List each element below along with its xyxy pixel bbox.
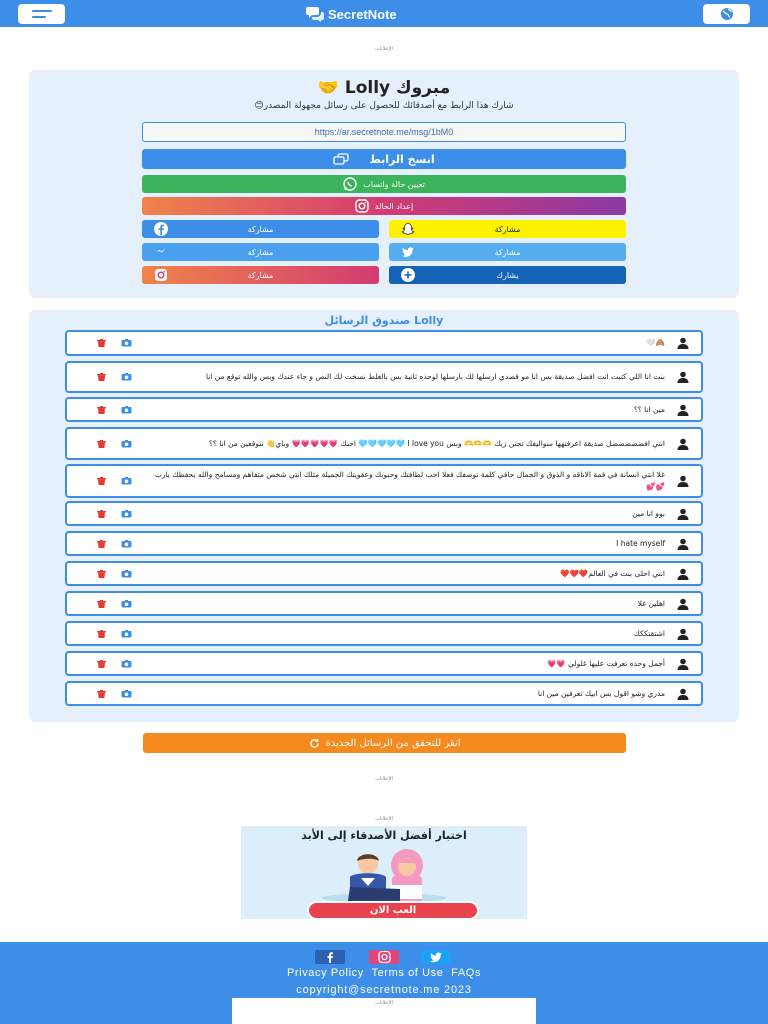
- terms-of-use-link[interactable]: Terms of Use: [371, 967, 444, 979]
- ad-label: الإعلانات: [375, 816, 393, 822]
- message-item: [65, 681, 703, 706]
- delete-icon[interactable]: [97, 406, 106, 414]
- instagram-share-button[interactable]: [142, 266, 379, 284]
- user-icon: [677, 658, 689, 670]
- ad-label: الإعلانات: [375, 776, 393, 782]
- delete-icon[interactable]: [97, 440, 106, 448]
- facebook-icon: [154, 222, 168, 236]
- user-icon: [677, 438, 689, 450]
- whatsapp-status-button[interactable]: [142, 175, 626, 193]
- message-text: انتي افضضضضضل صديقة اعرفتهها سواليفك تجنن زيك 🫶🫶🫶 وبس I love you 🩵🩵🩵🩵🩵 احبك 💗💗💗💗💗 وباي👋 تتوقعين من انا ؟؟: [208, 438, 665, 448]
- snapchat-share-button[interactable]: [389, 220, 626, 238]
- delete-icon[interactable]: [97, 570, 106, 578]
- facebook-share-label: مشاركة: [247, 224, 274, 234]
- delete-icon[interactable]: [97, 339, 106, 347]
- brand-name: SecretNote: [328, 6, 397, 22]
- share-story-icon[interactable]: [121, 510, 132, 518]
- message-text: 🙈🤍: [646, 338, 665, 347]
- copy-link-label: انسخ الرابط: [369, 152, 435, 166]
- instagram-icon[interactable]: [369, 950, 399, 964]
- user-icon: [677, 508, 689, 520]
- twitter-icon: [401, 245, 415, 259]
- instagram-icon: [355, 199, 369, 213]
- share-story-icon[interactable]: [121, 373, 132, 381]
- delete-icon[interactable]: [97, 477, 106, 485]
- brand-logo[interactable]: [306, 5, 397, 23]
- share-subtitle: شارك هذا الرابط مع أصدقائك للحصول على رسائل مجهولة المصدر😊: [254, 101, 514, 111]
- ad-label: الإعلانات: [375, 46, 393, 52]
- message-item: [65, 591, 703, 616]
- message-item: [65, 651, 703, 676]
- message-text: انتي احلى بنت في العالم❤️❤️❤️: [560, 568, 665, 578]
- message-item: [65, 464, 703, 498]
- footer-links: [0, 967, 768, 979]
- share-story-icon[interactable]: [121, 440, 132, 448]
- share-story-icon[interactable]: [121, 660, 132, 668]
- share-link-field[interactable]: https://ar.secretnote.me/msg/1bM0: [142, 122, 626, 142]
- congrats-title: مبروك Lolly 🤝: [317, 78, 451, 98]
- whatsapp-status-label: تعيين حالة واتساب: [363, 179, 425, 189]
- play-now-button[interactable]: العب الان: [307, 901, 479, 919]
- more-share-label: يشارك: [496, 270, 519, 280]
- message-item: [65, 361, 703, 393]
- message-text: بوو انا مين: [632, 508, 665, 518]
- bff-quiz-banner[interactable]: [241, 826, 527, 919]
- delete-icon[interactable]: [97, 510, 106, 518]
- message-text: مدري وشو اقول بس ابيك تعرفين مين انا: [537, 688, 665, 698]
- message-text: أجمل وحده تعرفت عليها غلولي 💗💗: [546, 658, 665, 668]
- instagram-status-label: إعداد الحالة: [374, 201, 414, 211]
- banner-title: اختبار أفضل الأصدقاء إلى الأبد: [301, 829, 467, 842]
- share-story-icon[interactable]: [121, 540, 132, 548]
- share-card: [29, 70, 739, 298]
- refresh-messages-button[interactable]: [143, 733, 626, 753]
- message-item: [65, 561, 703, 586]
- share-story-icon[interactable]: [121, 630, 132, 638]
- message-item: [65, 427, 703, 460]
- facebook-share-button[interactable]: [142, 220, 379, 238]
- inbox-title: Lolly صندوق الرسائل: [324, 314, 444, 327]
- share-story-icon[interactable]: [121, 339, 132, 347]
- message-text: اهلين غلا: [637, 598, 665, 608]
- plus-icon: [401, 268, 415, 282]
- user-icon: [677, 568, 689, 580]
- chat-bubbles-icon: [306, 6, 324, 22]
- bottom-ad-slot: [232, 998, 536, 1024]
- copy-icon: [333, 153, 349, 165]
- whatsapp-icon: [343, 177, 357, 191]
- message-text: I hate myself: [616, 538, 665, 548]
- delete-icon[interactable]: [97, 540, 106, 548]
- privacy-policy-link[interactable]: Privacy Policy: [286, 967, 364, 979]
- user-icon: [677, 628, 689, 640]
- user-icon: [677, 598, 689, 610]
- delete-icon[interactable]: [97, 373, 106, 381]
- instagram-share-label: مشاركة: [247, 270, 274, 280]
- language-button[interactable]: [703, 4, 750, 24]
- delete-icon[interactable]: [97, 660, 106, 668]
- twitter-share-button[interactable]: [389, 243, 626, 261]
- user-icon: [677, 404, 689, 416]
- message-item: [65, 621, 703, 646]
- delete-icon[interactable]: [97, 690, 106, 698]
- share-story-icon[interactable]: [121, 600, 132, 608]
- snapchat-icon: [401, 222, 415, 236]
- message-text: غلا انتي انسانة في قمة الاناقه و الذوق و الجمال حافي كلمة توصفك فعلا احب لطافتك وحبوبك وعفويتك الجميلة مثلك انتي شخص متفاهم ومسامح والله يحفظك يارب 💕💕: [154, 470, 665, 491]
- twitter-share-label: مشاركة: [494, 247, 521, 257]
- ad-label: الإعلانات: [375, 1000, 393, 1006]
- friends-illustration-icon: [314, 845, 454, 903]
- navbar: [0, 0, 768, 27]
- faqs-link[interactable]: FAQs: [451, 967, 482, 979]
- message-text: اشتقتككك: [633, 628, 665, 638]
- facebook-icon[interactable]: [315, 950, 345, 964]
- share-story-icon[interactable]: [121, 406, 132, 414]
- menu-line-icon: [32, 16, 46, 18]
- message-text: مين انا ؟؟: [633, 404, 665, 414]
- user-icon: [677, 688, 689, 700]
- copyright-text: copyright@secretnote.me 2023: [296, 984, 472, 996]
- twitter-icon[interactable]: [421, 950, 451, 964]
- messenger-icon: [154, 245, 168, 259]
- delete-icon[interactable]: [97, 630, 106, 638]
- snapchat-share-label: مشاركة: [494, 224, 521, 234]
- copy-link-button[interactable]: [142, 149, 626, 169]
- refresh-messages-label: انقر للتحقق من الرسائل الجديدة: [325, 737, 461, 749]
- inbox-card: [29, 310, 739, 722]
- message-text: بنت انا اللي كتبت انت افضل صديقة بس انا مو قصدي ارسلها لك بارسلها لوحده ثانية بس بالغلط نسخت لك النص و جاء عندك وبس والله توقع من انا: [205, 372, 665, 381]
- message-item: [65, 397, 703, 422]
- menu-line-icon: [32, 10, 52, 12]
- messenger-share-button[interactable]: [142, 243, 379, 261]
- user-icon: [677, 371, 689, 383]
- message-item: [65, 330, 703, 356]
- delete-icon[interactable]: [97, 600, 106, 608]
- instagram-icon: [154, 268, 168, 282]
- share-story-icon[interactable]: [121, 690, 132, 698]
- globe-icon: [720, 7, 734, 21]
- share-story-icon[interactable]: [121, 570, 132, 578]
- more-share-button[interactable]: [389, 266, 626, 284]
- share-story-icon[interactable]: [121, 477, 132, 485]
- user-icon: [677, 337, 689, 349]
- user-icon: [677, 475, 689, 487]
- refresh-icon: [309, 738, 320, 749]
- message-item: [65, 501, 703, 526]
- instagram-status-button[interactable]: [142, 197, 626, 215]
- user-icon: [677, 538, 689, 550]
- messenger-share-label: مشاركة: [247, 247, 274, 257]
- menu-button[interactable]: [18, 4, 65, 24]
- message-item: [65, 531, 703, 556]
